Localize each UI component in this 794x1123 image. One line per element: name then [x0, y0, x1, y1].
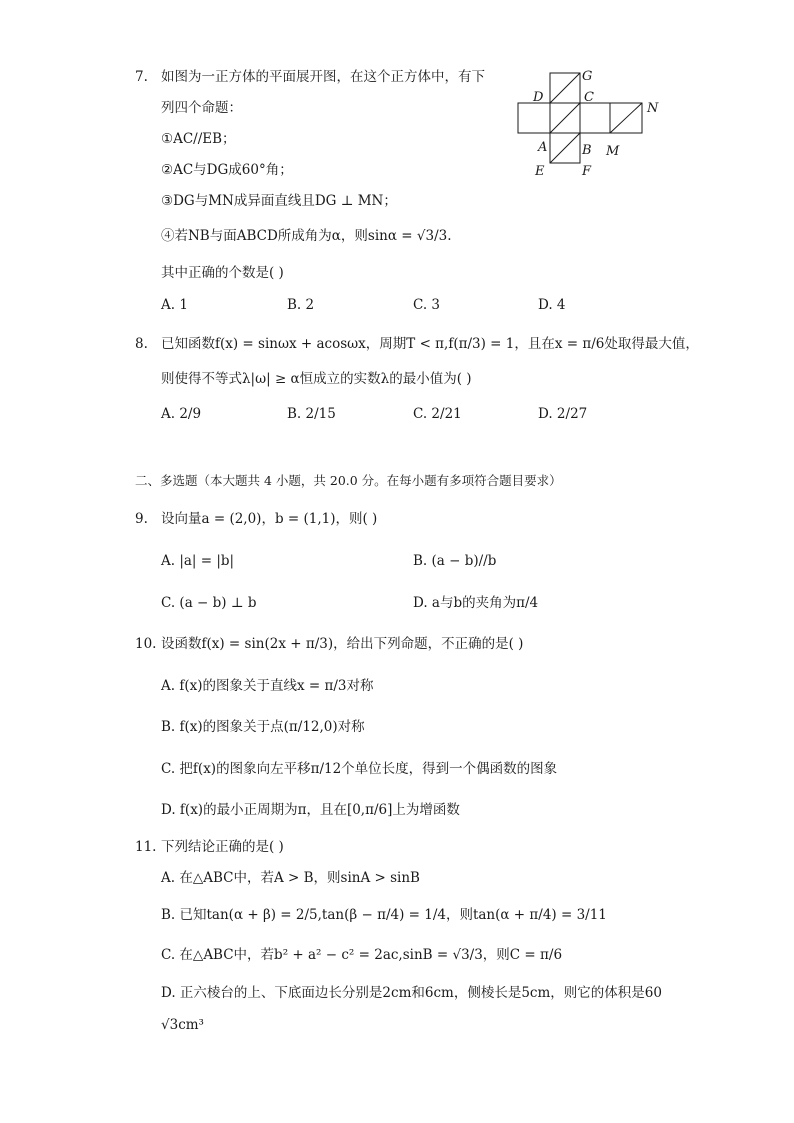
- q7-proposition-3: ③DG与MN成异面直线且DG ⊥ MN；: [161, 193, 397, 209]
- q11-option-c: C. 在△ABC中，若b² + a² − c² = 2ac,sinB = √3/3，则C = π/6: [161, 947, 563, 963]
- label-n: N: [647, 101, 659, 116]
- q8-option-b: B. 2/15: [287, 406, 336, 422]
- q11-stem: 下列结论正确的是( ): [161, 839, 284, 855]
- q8-number: 8.: [135, 336, 148, 352]
- label-m: M: [606, 144, 620, 159]
- q9-option-d: D. a与b的夹角为π/4: [413, 595, 539, 611]
- q8-stem-line2: 则使得不等式λ|ω| ≥ α恒成立的实数λ的最小值为( ): [161, 371, 472, 387]
- q9-option-c: C. (a − b) ⊥ b: [161, 595, 257, 611]
- net-square-left: [518, 103, 550, 133]
- label-e: E: [535, 164, 545, 178]
- q7-option-c: C. 3: [413, 297, 441, 313]
- diag-right: [610, 103, 642, 133]
- net-square-right1: [580, 103, 610, 133]
- q7-option-d: D. 4: [538, 297, 566, 313]
- q7-option-a: A. 1: [161, 297, 188, 313]
- q10-option-b: B. f(x)的图象关于点(π/12,0)对称: [161, 719, 365, 735]
- q10-stem: 设函数f(x) = sin(2x + π/3)，给出下列命题，不正确的是( ): [161, 636, 524, 652]
- q11-option-b: B. 已知tan(α + β) = 2/5,tan(β − π/4) = 1/4，则tan(α + π/4) = 3/11: [161, 907, 607, 923]
- q7-proposition-4: ④若NB与面ABCD所成角为α，则sinα = √3/3.: [161, 228, 452, 244]
- q7-question: 其中正确的个数是( ): [161, 265, 284, 281]
- cube-net-figure: [515, 66, 665, 178]
- q9-number: 9.: [135, 511, 148, 527]
- label-d: D: [533, 90, 544, 105]
- q8-option-a: A. 2/9: [161, 406, 202, 422]
- q10-option-c: C. 把f(x)的图象向左平移π/12个单位长度，得到一个偶函数的图象: [161, 761, 558, 777]
- q7-proposition-2: ②AC与DG成60°角；: [161, 162, 293, 178]
- q8-option-c: C. 2/21: [413, 406, 462, 422]
- q9-stem: 设向量a = (2,0)，b = (1,1)，则( ): [161, 511, 378, 527]
- q9-option-a: A. |a| = |b|: [161, 553, 235, 569]
- q7-stem-line1: 如图为一正方体的平面展开图，在这个正方体中，有下: [161, 69, 485, 85]
- q11-option-d: D. 正六棱台的上、下底面边长分别是2cm和6cm，侧棱长是5cm，则它的体积是60: [161, 985, 662, 1001]
- q11-option-a: A. 在△ABC中，若A > B，则sinA > sinB: [161, 870, 420, 886]
- q10-option-a: A. f(x)的图象关于直线x = π/3对称: [161, 678, 374, 694]
- q10-number: 10.: [135, 636, 157, 652]
- diag-top: [550, 73, 580, 103]
- diag-middle: [550, 103, 580, 133]
- q11-number: 11.: [135, 839, 157, 855]
- q8-option-d: D. 2/27: [538, 406, 588, 422]
- q7-proposition-1: ①AC//EB；: [161, 131, 236, 147]
- q8-stem-line1: 已知函数f(x) = sinωx + acosωx，周期T < π,f(π/3) = 1，且在x = π/6处取得最大值，: [161, 336, 699, 352]
- diag-bottom: [550, 133, 580, 163]
- q10-option-d: D. f(x)的最小正周期为π，且在[0,π/6]上为增函数: [161, 802, 460, 818]
- q9-option-b: B. (a − b)//b: [413, 553, 497, 569]
- q7-option-b: B. 2: [287, 297, 315, 313]
- section-2-title: 二、多选题（本大题共 4 小题，共 20.0 分。在每小题有多项符合题目要求）: [135, 473, 562, 488]
- label-a: A: [538, 140, 548, 155]
- q11-option-d-continued: √3cm³: [161, 1017, 204, 1033]
- label-f: F: [582, 164, 592, 178]
- label-g: G: [582, 69, 593, 84]
- label-c: C: [584, 90, 594, 105]
- label-b: B: [582, 143, 592, 158]
- q7-stem-line2: 列四个命题：: [161, 100, 242, 116]
- q7-number: 7.: [135, 69, 148, 85]
